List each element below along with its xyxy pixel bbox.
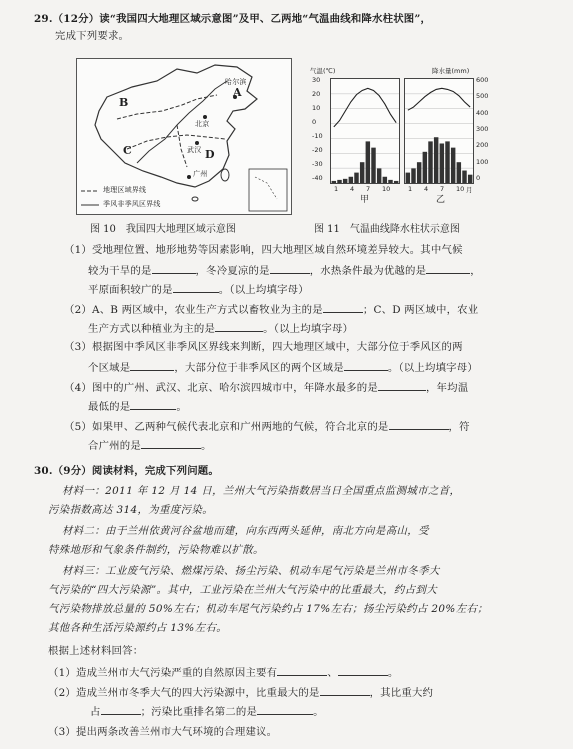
label-jia: 甲 [360,195,370,205]
precip-tick: 600 [476,76,489,84]
figure-10-map [76,58,292,215]
q30-header: 30.（9分）阅读材料，完成下列问题。 [34,465,219,477]
precip-bar [360,162,364,183]
precip-bar [468,175,472,183]
month-tick: 4 [424,185,429,193]
q30-item2-line1: （2）造成兰州市冬季大气的四大污染源中，比重最大的是 ，其比重大约 [48,687,434,699]
month-tick: 7 [440,185,445,193]
q29-item3-line1: （3）根据图中季风区非季风区界线来判断，四大地理区域中，大部分位于季风区的两 [64,341,463,353]
temp-tick: 30 [312,76,321,84]
precip-bar [366,141,370,183]
q30-item2-line2: 占 ；污染比重排名第二的是 。 [90,706,324,718]
month-tick: 1 [334,185,339,193]
temp-tick: 0 [312,118,317,126]
q29-header-cont: 完成下列要求。 [55,30,130,42]
climate-chart-jia [330,78,400,184]
temp-curve [334,88,396,126]
q30-item1: （1）造成兰州市大气污染严重的自然原因主要有 、 。 [48,667,399,679]
precip-bar [434,137,438,183]
precip-tick: 100 [476,157,489,166]
precip-bar [354,173,358,183]
q30-material1-line1: 材料一：2011 年 12 月 14 日，兰州大气污染指数居当日全国重点监测城市之首， [62,485,461,497]
city-label-wuhan: 武汉 [187,146,202,154]
precip-tick: 300 [476,125,489,133]
climate-chart-yi-svg [405,79,473,183]
climate-chart-jia-svg [331,79,399,183]
q29-item1-line1: （1）受地理位置、地形地势等因素影响，四大地理区域自然环境差异较大。其中气候 [64,244,463,256]
precip-bar [332,181,336,183]
region-label-a: A [233,86,242,99]
city-label-guangzhou: 广州 [193,170,208,178]
precip-bar [440,143,444,183]
q30-material2-line1: 材料二：由于兰州依黄河谷盆地而建，向东西两头延伸，南北方向是高山，受 [62,525,429,537]
month-tick: 4 [350,185,355,193]
temp-tick: 10 [312,104,321,112]
city-label-harbin: 哈尔滨 [225,78,247,86]
q29-item3-line2: 个区域是 ，大部分位于非季风区的两个区域是 。（以上均填字母） [88,362,478,374]
month-tick: 7 [366,185,371,193]
legend-monsoon-boundary: 季风非季风区界线 [103,200,161,208]
precip-bar [411,168,415,183]
q29-item5-line2: 合广州的是 。 [88,440,212,452]
climate-chart-yi [404,78,474,184]
legend-region-boundary: 地理区域界线 [103,186,147,194]
figure-11-caption: 图 11 气温曲线降水柱状示意图 [314,224,460,235]
region-label-b: B [119,96,129,109]
precip-axis-title: 降水量(mm) [432,67,470,75]
precip-bar [406,173,410,183]
region-label-c: C [123,144,132,157]
q30-material3-line3: 气污染物排放总量的 50%左右；机动车尾气污染约占 17%左右；扬尘污染约占 20%左右； [48,603,489,615]
precip-bar [423,152,427,183]
label-yi: 乙 [436,195,446,205]
q30-material3-line1: 材料三：工业废气污染、燃煤污染、扬尘污染、机动车尾气污染是兰州市冬季大 [62,565,440,577]
q29-item4-line1: （4）图中的广州、武汉、北京、哈尔滨四城市中，年降水最多的是 ，年均温 [64,382,469,394]
month-tick: 10 [456,185,465,193]
q30-item3: （3）提出两条改善兰州市大气环境的合理建议。 [48,726,278,738]
precip-bar [394,181,398,183]
q29-item1-line3: 平原面积较广的是 。（以上均填字母） [88,284,309,296]
q29-item1-line2: 较为干旱的是 ，冬冷夏凉的是 ，水热条件最为优越的是 ， [88,265,481,277]
precip-bar [349,177,353,183]
q30-material2-line2: 特殊地形和气象条件制约，污染物难以扩散。 [48,544,264,556]
precip-tick: 500 [476,92,489,101]
figure-10-caption: 图 10 我国四大地理区域示意图 [90,224,236,235]
precip-bar [462,171,466,183]
precip-bar [428,141,432,183]
q29-header: 29.（12分）读“我国四大地理区域示意图”及甲、乙两地“气温曲线和降水柱状图”， [34,13,432,25]
city-label-beijing: 北京 [195,120,210,128]
q29-item2-line2: 生产方式以种植业为主的是 。（以上均填字母） [88,323,354,335]
temp-curve [408,88,470,110]
month-tick: 1 [408,185,413,193]
precip-bar [343,179,347,183]
month-tick: 10 [382,185,391,193]
q29-item4-line2: 最低的是 。 [88,401,187,413]
precip-bar [445,141,449,183]
q30-material3-line4: 其他各种生活污染源约占 13%左右。 [48,622,228,634]
q30-answer-prompt: 根据上述材料回答： [48,645,144,657]
q30-material3-line2: 气污染的“四大污染源”。其中，工业污染在兰州大气污染中的比重最大，约占到大 [48,584,438,596]
q29-item5-line1: （5）如果甲、乙两种气候代表北京和广州两地的气候，符合北京的是 ，符 [64,421,470,433]
precip-bar [417,162,421,183]
month-unit: 月 [466,186,473,194]
precip-bar [388,180,392,183]
precip-bar [451,148,455,183]
temp-tick: 20 [312,90,321,98]
precip-bar [337,180,341,183]
q30-material1-line2: 污染指数高达 314，为重度污染。 [48,504,214,516]
region-label-d: D [205,148,215,161]
temp-tick: -10 [312,132,323,140]
precip-bar [371,148,375,183]
precip-bar [377,168,381,183]
temp-tick: -40 [312,174,323,182]
temp-axis-title: 气温(℃) [310,67,336,75]
temp-tick: -30 [312,160,323,168]
precip-bar [457,162,461,183]
precip-tick: 0 [476,174,481,182]
q29-item2-line1: （2）A、B 两区域中，农业生产方式以畜牧业为主的是 ；C、D 两区域中，农业 [64,304,479,316]
precip-bar [383,177,387,183]
precip-tick: 200 [476,141,489,150]
precip-tick: 400 [476,108,489,117]
temp-tick: -20 [312,146,323,154]
